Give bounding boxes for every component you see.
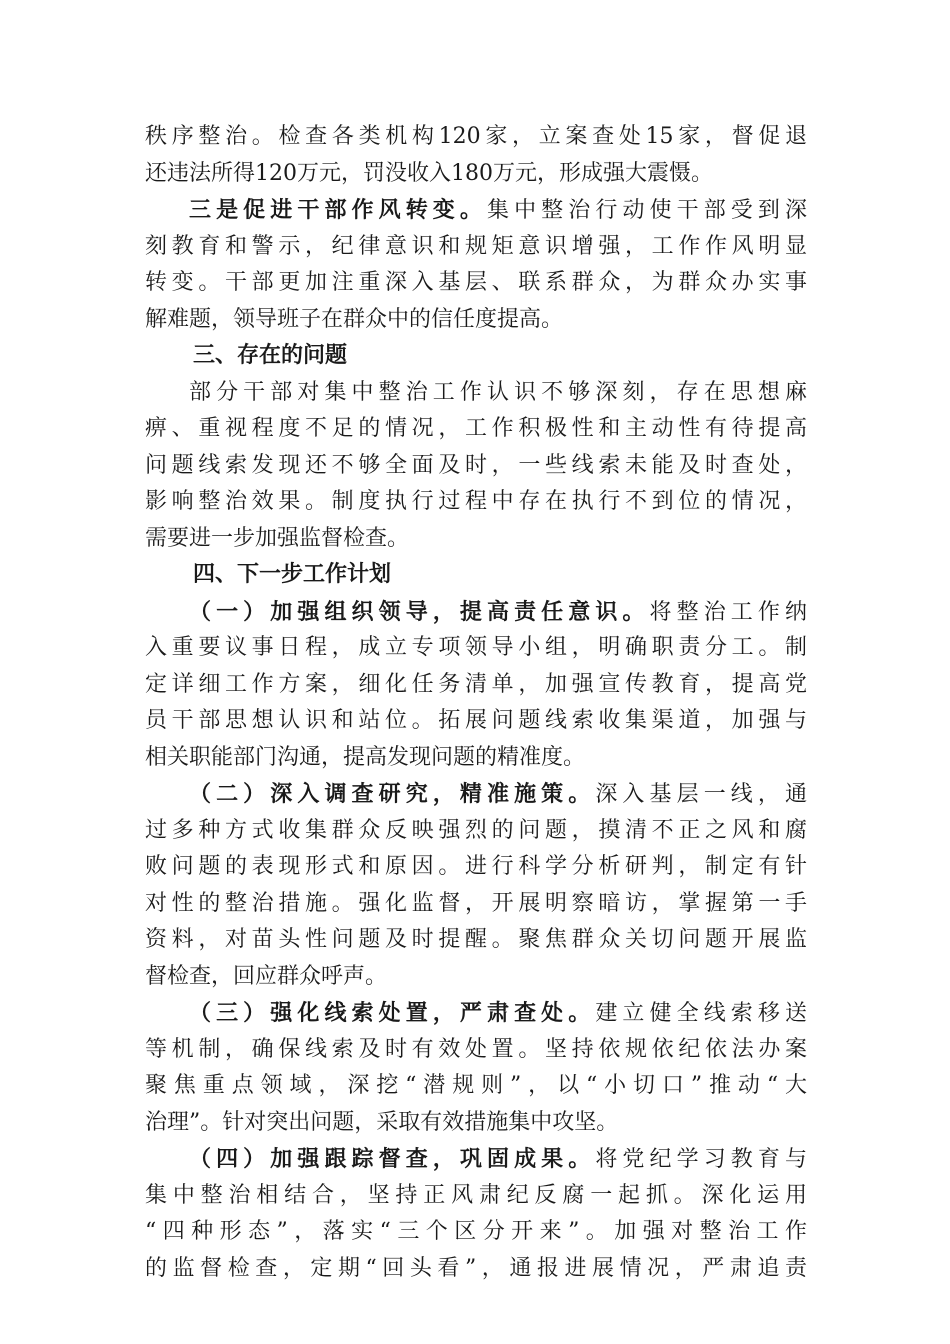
paragraph-first-line [145, 594, 807, 631]
paragraph-lead: 三是促进干部作风转变。 [189, 197, 487, 223]
body-line: 入重要议事日程，成立专项领导小组，明确职责分工。制 [145, 635, 807, 660]
body-line: 相关职能部门沟通，提高发现问题的精准度。 [145, 744, 586, 770]
paragraph-text: 将整治工作纳 [649, 599, 807, 625]
paragraph-first-line [145, 192, 807, 229]
body-line: 治理”。针对突出问题，采取有效措施集中攻坚。 [145, 1109, 619, 1135]
body-line: 的监督检查，定期“回头看”，通报进展情况，严肃追责 [145, 1255, 807, 1281]
paragraph-lead: （四）加强跟踪督查，巩固成果。 [189, 1146, 596, 1172]
document-body [145, 119, 807, 1287]
paragraph-first-line [145, 1141, 807, 1178]
body-line: 转变。干部更加注重深入基层、联系群众，为群众办实事 [145, 270, 807, 295]
body-line: 等机制，确保线索及时有效处置。坚持依规依纪依法办案 [145, 1036, 807, 1062]
paragraph-text: 将党纪学习教育与 [595, 1147, 807, 1172]
body-line: 集中整治相结合，坚持正风肃纪反腐一起抓。深化运用 [145, 1182, 807, 1208]
body-line: 还违法所得120万元，罚没收入180万元，形成强大震慑。 [145, 160, 713, 186]
section-heading-problems: 三、存在的问题 [193, 343, 348, 368]
body-line: 定详细工作方案，细化任务清单，加强宣传教育，提高党 [145, 671, 807, 697]
body-line: 秩序整治。检查各类机构120家，立案查处15家，督促退 [145, 124, 807, 149]
paragraph-first-line [145, 776, 807, 813]
paragraph-text: 深入基层一线，通 [595, 782, 807, 807]
paragraph-text: 集中整治行动使干部受到深 [487, 198, 807, 223]
body-line: 过多种方式收集群众反映强烈的问题，摸清不正之风和腐 [145, 817, 807, 843]
body-line: 问题线索发现还不够全面及时，一些线索未能及时查处， [145, 452, 807, 478]
body-line: 影响整治效果。制度执行过程中存在执行不到位的情况， [145, 489, 807, 514]
body-line: 员干部思想认识和站位。拓展问题线索收集渠道，加强与 [145, 708, 807, 733]
paragraph-lead: （一）加强组织领导，提高责任意识。 [189, 598, 650, 625]
paragraph-lead: （三）强化线索处置，严肃查处。 [189, 1000, 596, 1026]
body-line: 督检查，回应群众呼声。 [145, 963, 388, 989]
body-line: 刻教育和警示，纪律意识和规矩意识增强，工作作风明显 [145, 233, 807, 259]
section-heading-next-steps: 四、下一步工作计划 [193, 562, 392, 587]
body-line: 痹、重视程度不足的情况，工作积极性和主动性有待提高 [145, 416, 807, 441]
paragraph-first-line [145, 995, 807, 1032]
body-line: 需要进一步加强监督检查。 [145, 525, 410, 551]
body-line: 解难题，领导班子在群众中的信任度提高。 [145, 306, 564, 332]
body-line: 败问题的表现形式和原因。进行科学分析研判，制定有针 [145, 854, 807, 879]
paragraph-text: 建立健全线索移送 [595, 1001, 807, 1026]
paragraph-lead: （二）深入调查研究，精准施策。 [189, 781, 596, 807]
body-line: 聚焦重点领域，深挖“潜规则”，以“小切口”推动“大 [145, 1073, 807, 1098]
body-line: “四种形态”，落实“三个区分开来”。加强对整治工作 [145, 1219, 807, 1244]
paragraph-first-line: 部分干部对集中整治工作认识不够深刻，存在思想麻 [189, 379, 807, 405]
body-line: 对性的整治措施。强化监督，开展明察暗访，掌握第一手 [145, 890, 807, 916]
body-line: 资料，对苗头性问题及时提醒。聚焦群众关切问题开展监 [145, 927, 807, 952]
